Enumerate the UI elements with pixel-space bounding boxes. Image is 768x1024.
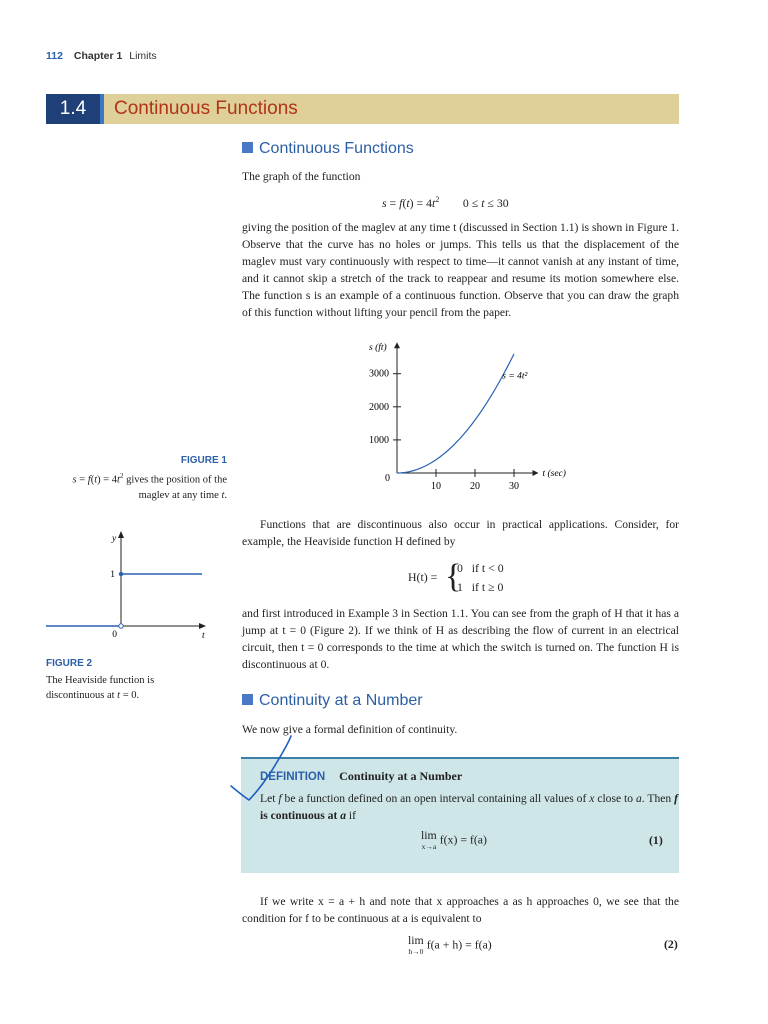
x-tick-label: 10 [431, 481, 441, 492]
subsection-heading-continuity-number [242, 692, 423, 710]
y-axis-arrow-icon [394, 342, 400, 348]
definition-equation-body: f(x) = f(a) [439, 832, 487, 847]
chapter-title: Limits [129, 50, 157, 62]
paragraph-maglev-text: giving the position of the maglev at any time t (discussed in Section 1.1) is shown in Figure 1. Observe that the curve has no holes or jumps. This tells us that the displacement of the maglev must vary continuously with respect to time—it cannot vanish at any instant of time, and it cannot skip a stretch of the track to reappear and resume its motion somewhere else. The function s is an example of a continuous function. Observe that you can draw the graph of this function without lifting your pencil from the paper. [242, 221, 679, 319]
definition-title: Continuity at a Number [339, 769, 463, 783]
equation-heaviside-lhs: H(t) = [408, 570, 438, 584]
chapter-label: Chapter 1 [73, 50, 123, 62]
figure1-plot-area [369, 342, 566, 492]
equation-2 [408, 935, 492, 957]
section-title: Continuous Functions [114, 98, 298, 119]
definition-label: DEFINITION [260, 771, 326, 783]
page-number: 112 [46, 50, 63, 62]
origin-label: 0 [385, 473, 390, 484]
brace-icon: { [445, 558, 462, 595]
limit-operator [421, 830, 437, 852]
running-head [46, 50, 157, 62]
section-stripe [100, 94, 104, 124]
paragraph-heaviside-intro: Functions that are discontinuous also occur in practical applications. Consider, for example, the Heaviside function H defined by [242, 518, 679, 548]
equation-position-function: $s = f(t) = 4t^2$ 0 ≤ t ≤ 30 [382, 195, 509, 210]
subsection-title: Continuous Functions [259, 140, 414, 157]
equation-2-body: f(a + h) = f(a) [426, 937, 492, 952]
x-axis-arrow-icon [533, 470, 539, 476]
origin-label: 0 [112, 630, 117, 640]
x-axis-label: t [202, 631, 205, 641]
y-tick-label: 1000 [369, 434, 389, 446]
x-tick-label: 30 [509, 481, 519, 492]
figure2-graph [40, 525, 220, 645]
x-tick-label: 20 [470, 481, 480, 492]
lim-word: lim [421, 828, 437, 842]
paragraph-heaviside: and first introduced in Example 3 in Section 1.1. You can see from the graph of H that it has a jump at t = 0 (Figure 2). If we think of H as describing the flow of current in an electrical circuit, then t = 0 corresponds to the time at which the switch is turned on. The function H is discontinuous at 0. [242, 607, 679, 671]
figure1-label: FIGURE 1 [180, 455, 227, 466]
paragraph-maglev [242, 219, 679, 321]
lim-subscript: x→a [421, 842, 437, 851]
figure2-label: FIGURE 2 [46, 658, 93, 669]
equation-heaviside-case1: 0 if t < 0 [457, 561, 504, 575]
equation-heaviside-case2: 1 if t ≥ 0 [457, 580, 504, 594]
heading-square-icon [242, 694, 253, 705]
y-tick-label: 3000 [369, 368, 389, 380]
lim-word: lim [408, 933, 424, 947]
figure2-caption: The Heaviside function is discontinuous at t = 0. [46, 675, 155, 701]
y-axis-label: s (ft) [369, 343, 387, 353]
figure1-graph [360, 335, 566, 495]
paragraph-equivalent-condition: If we write x = a + h and note that x approaches a as h approaches 0, we see that the condition for f to be continuous at a is equivalent to [242, 895, 679, 925]
curve-s-4t2 [397, 354, 514, 473]
figure2-plot-area [46, 531, 206, 641]
section-number: 1.4 [46, 94, 100, 124]
y-tick-label: 2000 [369, 401, 389, 413]
paragraph-formal-definition: We now give a formal definition of continuity. [242, 723, 458, 736]
x-axis-arrow-icon [199, 623, 206, 629]
definition-text: Let f be a function defined on an open interval containing all values of x close to a. Then f is continuous at a if [260, 792, 678, 822]
curve-label: s = 4t² [502, 371, 528, 382]
lim-subscript: h→0 [408, 947, 424, 956]
y-axis-label: y [112, 534, 117, 544]
equation-number-1: (1) [649, 833, 663, 847]
figure1-caption: $s = f(t) = 4t^2$ gives the position of the maglev at any time t. [72, 472, 227, 501]
y-tick-label: 1 [110, 570, 115, 580]
limit-operator [408, 935, 424, 957]
subsection-title: Continuity at a Number [259, 692, 423, 709]
intro-text: The graph of the function [242, 170, 361, 183]
handwritten-checkmark-icon [225, 730, 305, 805]
heading-square-icon [242, 142, 253, 153]
open-dot [119, 624, 123, 628]
x-axis-label: t (sec) [542, 469, 566, 479]
closed-dot [119, 572, 123, 576]
definition-header [260, 767, 670, 785]
definition-equation [421, 830, 487, 852]
y-axis-arrow-icon [118, 531, 124, 538]
equation-number-2: (2) [664, 937, 678, 951]
subsection-heading-continuous-functions [242, 140, 414, 158]
